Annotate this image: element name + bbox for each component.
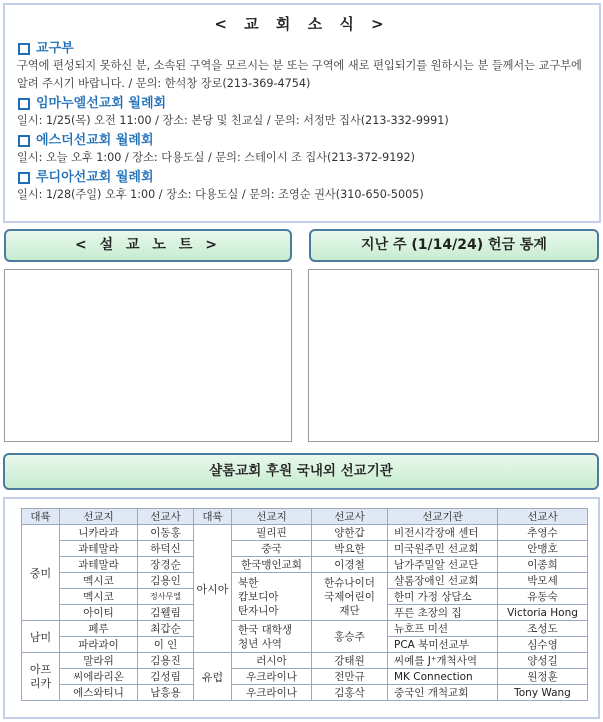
missionary-name: 양성길 <box>498 653 588 669</box>
news-item-body: 일시: 오늘 오후 1:00 / 장소: 다용도실 / 문의: 스테이시 조 집사(213-372-9192) <box>17 151 416 164</box>
missionary-name: 이동홍 <box>138 525 194 541</box>
mission-field: 에스와티니 <box>60 685 138 701</box>
table-row <box>22 541 588 557</box>
mission-agency: PCA 북미선교부 <box>388 637 498 653</box>
mission-agency: 미국원주민 선교회 <box>388 541 498 557</box>
missions-table <box>21 508 588 701</box>
mission-field: 필리핀 <box>232 525 312 541</box>
missionary-name: 이경철 <box>312 557 388 573</box>
mission-field: 북한 캄보디아 탄자니아 <box>232 573 312 621</box>
missionary-name: 심수영 <box>498 637 588 653</box>
mission-agency: MK Connection <box>388 669 498 685</box>
missionary-name: 이 인 <box>138 637 194 653</box>
column-header: 선교지 <box>232 509 312 525</box>
table-header-row <box>22 509 588 525</box>
mission-field: 한국 대학생 청년 사역 <box>232 621 312 653</box>
table-row <box>22 621 588 637</box>
offering-stats-area <box>308 269 599 442</box>
missionary-name: 전만규 <box>312 669 388 685</box>
mission-field: 멕시코 <box>60 573 138 589</box>
table-row <box>22 573 588 589</box>
missionary-name: 박모세 <box>498 573 588 589</box>
mission-field: 파라과이 <box>60 637 138 653</box>
news-item-heading: 임마누엘선교회 월례회 <box>17 95 587 112</box>
missionary-name: 김웰림 <box>138 605 194 621</box>
region-cell: 중미 <box>22 525 60 621</box>
column-header: 선교사 <box>498 509 588 525</box>
mission-field: 과테말라 <box>60 541 138 557</box>
square-bullet-icon <box>18 43 30 55</box>
missionary-name: 김용인 <box>138 573 194 589</box>
mission-field: 말라위 <box>60 653 138 669</box>
sermon-note-header: < 설 교 노 트 > <box>4 229 292 262</box>
mission-field: 니카라과 <box>60 525 138 541</box>
sermon-note-area[interactable] <box>4 269 292 442</box>
missionary-name: 이종희 <box>498 557 588 573</box>
mission-field: 페루 <box>60 621 138 637</box>
missionary-name: 최갑순 <box>138 621 194 637</box>
missionary-name: 원정훈 <box>498 669 588 685</box>
mission-field: 우크라이나 <box>232 669 312 685</box>
offering-stats-header: 지난 주 (1/14/24) 헌금 통계 <box>309 229 599 262</box>
news-item-body: 일시: 1/25(목) 오전 11:00 / 장소: 본당 및 친교실 / 문의: 서정만 집사(213-332-9991) <box>17 114 449 127</box>
mission-agency: 씨예를 J⁺개척사역 <box>388 653 498 669</box>
missionary-name: 김용진 <box>138 653 194 669</box>
church-news-title: < 교 회 소 식 > <box>214 15 390 33</box>
mission-agency: 한미 가정 상담소 <box>388 589 498 605</box>
missionary-name: 안맹호 <box>498 541 588 557</box>
missionary-name: 유동숙 <box>498 589 588 605</box>
missionary-name: 정사무엘 <box>138 589 194 605</box>
mission-field: 씨에라리온 <box>60 669 138 685</box>
missions-header: 샬롬교회 후원 국내외 선교기관 <box>3 453 599 490</box>
mission-field: 중국 <box>232 541 312 557</box>
column-header: 대륙 <box>194 509 232 525</box>
news-item-heading: 루디아선교회 월례회 <box>17 169 587 186</box>
region-cell: 유럽 <box>194 653 232 701</box>
column-header: 선교사 <box>138 509 194 525</box>
missionary-name: 남흥용 <box>138 685 194 701</box>
church-news-panel <box>3 3 601 223</box>
missionary-name: 한슈나이더 국제어린이 재단 <box>312 573 388 621</box>
mission-agency: 남가주밀알 선교단 <box>388 557 498 573</box>
region-cell: 아프리카 <box>22 653 60 701</box>
mission-agency: 비전시각장애 센터 <box>388 525 498 541</box>
table-row <box>22 557 588 573</box>
column-header: 선교사 <box>312 509 388 525</box>
mission-field: 멕시코 <box>60 589 138 605</box>
missionary-name: 홍승주 <box>312 621 388 653</box>
missionary-name: 조성도 <box>498 621 588 637</box>
news-item-heading: 에스더선교회 월례회 <box>17 132 587 149</box>
mission-field: 우크라이나 <box>232 685 312 701</box>
mission-field: 과테말라 <box>60 557 138 573</box>
missionary-name: 박요한 <box>312 541 388 557</box>
table-row <box>22 669 588 685</box>
missionary-name: 양한갑 <box>312 525 388 541</box>
table-row <box>22 653 588 669</box>
region-cell: 남미 <box>22 621 60 653</box>
news-item-body: 일시: 1/28(주일) 오후 1:00 / 장소: 다용도실 / 문의: 조영순 권사(310-650-5005) <box>17 188 424 201</box>
missionary-name: 추영수 <box>498 525 588 541</box>
square-bullet-icon <box>18 98 30 110</box>
mission-agency: 중국인 개척교회 <box>388 685 498 701</box>
mission-agency: 뉴호프 미션 <box>388 621 498 637</box>
table-row <box>22 525 588 541</box>
column-header: 선교기관 <box>388 509 498 525</box>
mission-field: 러시아 <box>232 653 312 669</box>
table-row <box>22 685 588 701</box>
square-bullet-icon <box>18 172 30 184</box>
missionary-name: Tony Wang <box>498 685 588 701</box>
missionary-name: 하덕신 <box>138 541 194 557</box>
missionary-name: 김홍삭 <box>312 685 388 701</box>
region-cell: 아시아 <box>194 525 232 653</box>
column-header: 선교지 <box>60 509 138 525</box>
news-item-body: 구역에 편성되지 못하신 분, 소속된 구역을 모르시는 분 또는 구역에 새로 편입되기를 원하시는 분 들께서는 교구부에 알려 주시기 바랍니다. / 문의: 한석창 장로(213-369-4754) <box>17 59 582 90</box>
mission-agency: 샬롬장애인 선교회 <box>388 573 498 589</box>
mission-field: 아이티 <box>60 605 138 621</box>
column-header: 대륙 <box>22 509 60 525</box>
missionary-name: 장경순 <box>138 557 194 573</box>
missionary-name: 강태원 <box>312 653 388 669</box>
news-item-heading: 교구부 <box>17 40 587 57</box>
square-bullet-icon <box>18 135 30 147</box>
mission-field: 한국맹인교회 <box>232 557 312 573</box>
missions-panel <box>3 497 600 719</box>
missionary-name: Victoria Hong <box>498 605 588 621</box>
missionary-name: 김성림 <box>138 669 194 685</box>
mission-agency: 푸른 초장의 집 <box>388 605 498 621</box>
